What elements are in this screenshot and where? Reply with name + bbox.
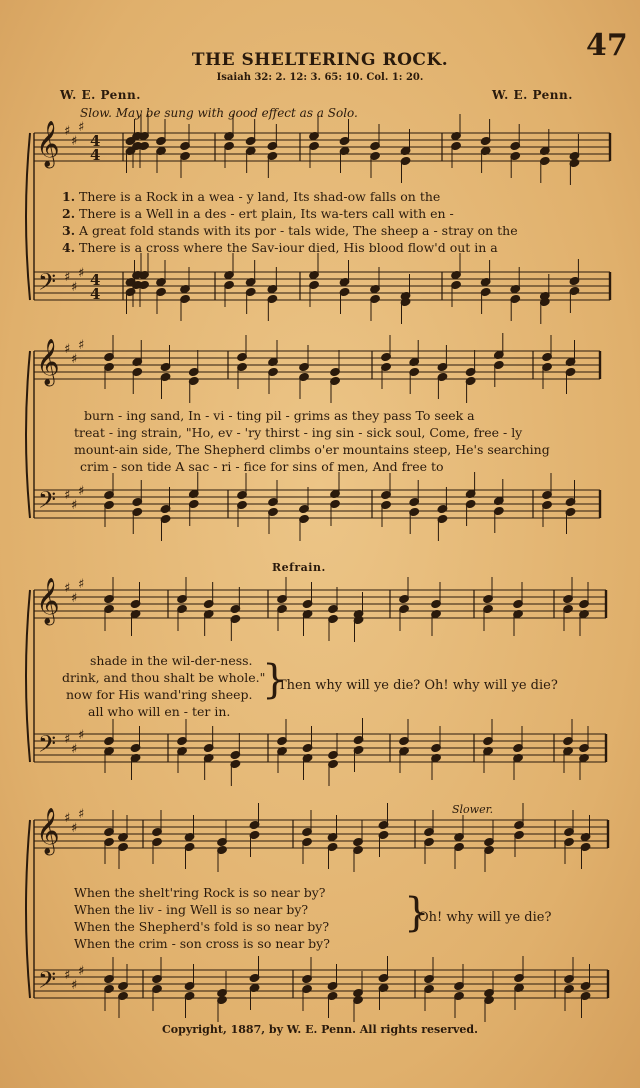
verse-1-line-1: 1. There is a Rock in a wea - y land, Its shad-ow falls on the: [62, 189, 441, 204]
time-signature-top: 4: [90, 132, 101, 150]
tempo-slower: Slower.: [452, 803, 494, 816]
sharp-sign: ♯: [64, 581, 71, 596]
treble-clef: 𝄞: [36, 121, 60, 167]
sharp-sign: ♯: [64, 488, 71, 503]
treble-clef: 𝄞: [36, 578, 60, 624]
sharp-sign: ♯: [78, 484, 85, 499]
ending-line-4: When the crim - son cross is so near by?: [74, 936, 330, 951]
treble-clef: 𝄞: [36, 339, 60, 385]
performance-instruction: Slow. May be sung with good effect as a Solo.: [80, 106, 358, 120]
verse-2-line-1: 2. There is a Well in a des - ert plain, Its wa-ters call with en -: [62, 206, 454, 221]
bass-clef: 𝄢: [38, 268, 57, 301]
ending-line-1: When the shelt'ring Rock is so near by?: [74, 885, 326, 900]
sharp-sign: ♯: [64, 732, 71, 747]
sharp-sign: ♯: [71, 280, 78, 295]
verse-4-line-3: all who will en - ter in.: [88, 704, 231, 719]
bass-clef: 𝄢: [38, 730, 57, 763]
ending-line-2: When the liv - ing Well is so near by?: [74, 902, 309, 917]
sharp-sign: ♯: [71, 591, 78, 606]
bass-clef: 𝄢: [38, 966, 57, 999]
time-signature-top: 4: [90, 271, 101, 289]
sharp-sign: ♯: [71, 134, 78, 149]
refrain-label: Refrain.: [272, 561, 326, 574]
sharp-sign: ♯: [71, 352, 78, 367]
sharp-sign: ♯: [78, 577, 85, 592]
sharp-sign: ♯: [78, 120, 85, 135]
sharp-sign: ♯: [71, 821, 78, 836]
verse-4-line-2: crim - son tide A sac - ri - fice for sins of men, And free to: [80, 459, 444, 474]
system-brace: [26, 133, 30, 300]
treble-clef: 𝄞: [36, 808, 60, 854]
scripture-references: Isaiah 32: 2. 12: 3. 65: 10. Col. 1: 20.: [216, 72, 424, 83]
sharp-sign: ♯: [64, 124, 71, 139]
sharp-sign: ♯: [78, 338, 85, 353]
music-credit: W. E. Penn.: [492, 88, 573, 102]
verse-3-line-1: 3. A great fold stands with its por - tals wide, The sheep a - stray on the: [62, 223, 518, 238]
sharp-sign: ♯: [64, 968, 71, 983]
hymn-title: THE SHELTERING ROCK.: [191, 50, 449, 70]
ending-brace: }: [404, 890, 430, 936]
ending-refrain: Oh! why will ye die?: [418, 910, 552, 925]
verse-4-line-1: 4. There is a cross where the Sav-iour died, His blood flow'd out in a: [62, 240, 498, 255]
time-signature-bottom: 4: [90, 146, 101, 164]
sharp-sign: ♯: [71, 742, 78, 757]
time-signature-bottom: 4: [90, 285, 101, 303]
verse-1-line-3: shade in the wil-der-ness.: [90, 653, 253, 668]
sharp-sign: ♯: [71, 978, 78, 993]
system-brace: [26, 820, 30, 998]
sharp-sign: ♯: [78, 728, 85, 743]
system-brace: [26, 590, 30, 762]
sharp-sign: ♯: [64, 811, 71, 826]
ending-line-3: When the Shepherd's fold is so near by?: [74, 919, 330, 934]
lyric-brace: }: [262, 657, 288, 703]
words-credit: W. E. Penn.: [60, 88, 141, 102]
sharp-sign: ♯: [78, 964, 85, 979]
system-brace: [26, 351, 30, 518]
sharp-sign: ♯: [64, 270, 71, 285]
verse-3-line-2: mount-ain side, The Shepherd climbs o'er mountains steep, He's searching: [74, 442, 550, 457]
bass-clef: 𝄢: [38, 486, 57, 519]
sharp-sign: ♯: [71, 498, 78, 513]
verse-2-line-2: treat - ing strain, "Ho, ev - 'ry thirst - ing sin - sick soul, Come, free - ly: [74, 425, 523, 440]
verse-1-line-2: burn - ing sand, In - vi - ting pil - grims as they pass To seek a: [84, 408, 475, 423]
sharp-sign: ♯: [78, 807, 85, 822]
page-number: 47: [586, 28, 628, 63]
sharp-sign: ♯: [64, 342, 71, 357]
verse-3-line-3: now for His wand'ring sheep.: [66, 687, 253, 702]
copyright-notice: Copyright, 1887, by W. E. Penn. All rights reserved.: [162, 1023, 478, 1036]
refrain-line: Then why will ye die? Oh! why will ye die?: [278, 678, 558, 693]
verse-2-line-3: drink, and thou shalt be whole.": [62, 670, 266, 685]
sharp-sign: ♯: [78, 266, 85, 281]
